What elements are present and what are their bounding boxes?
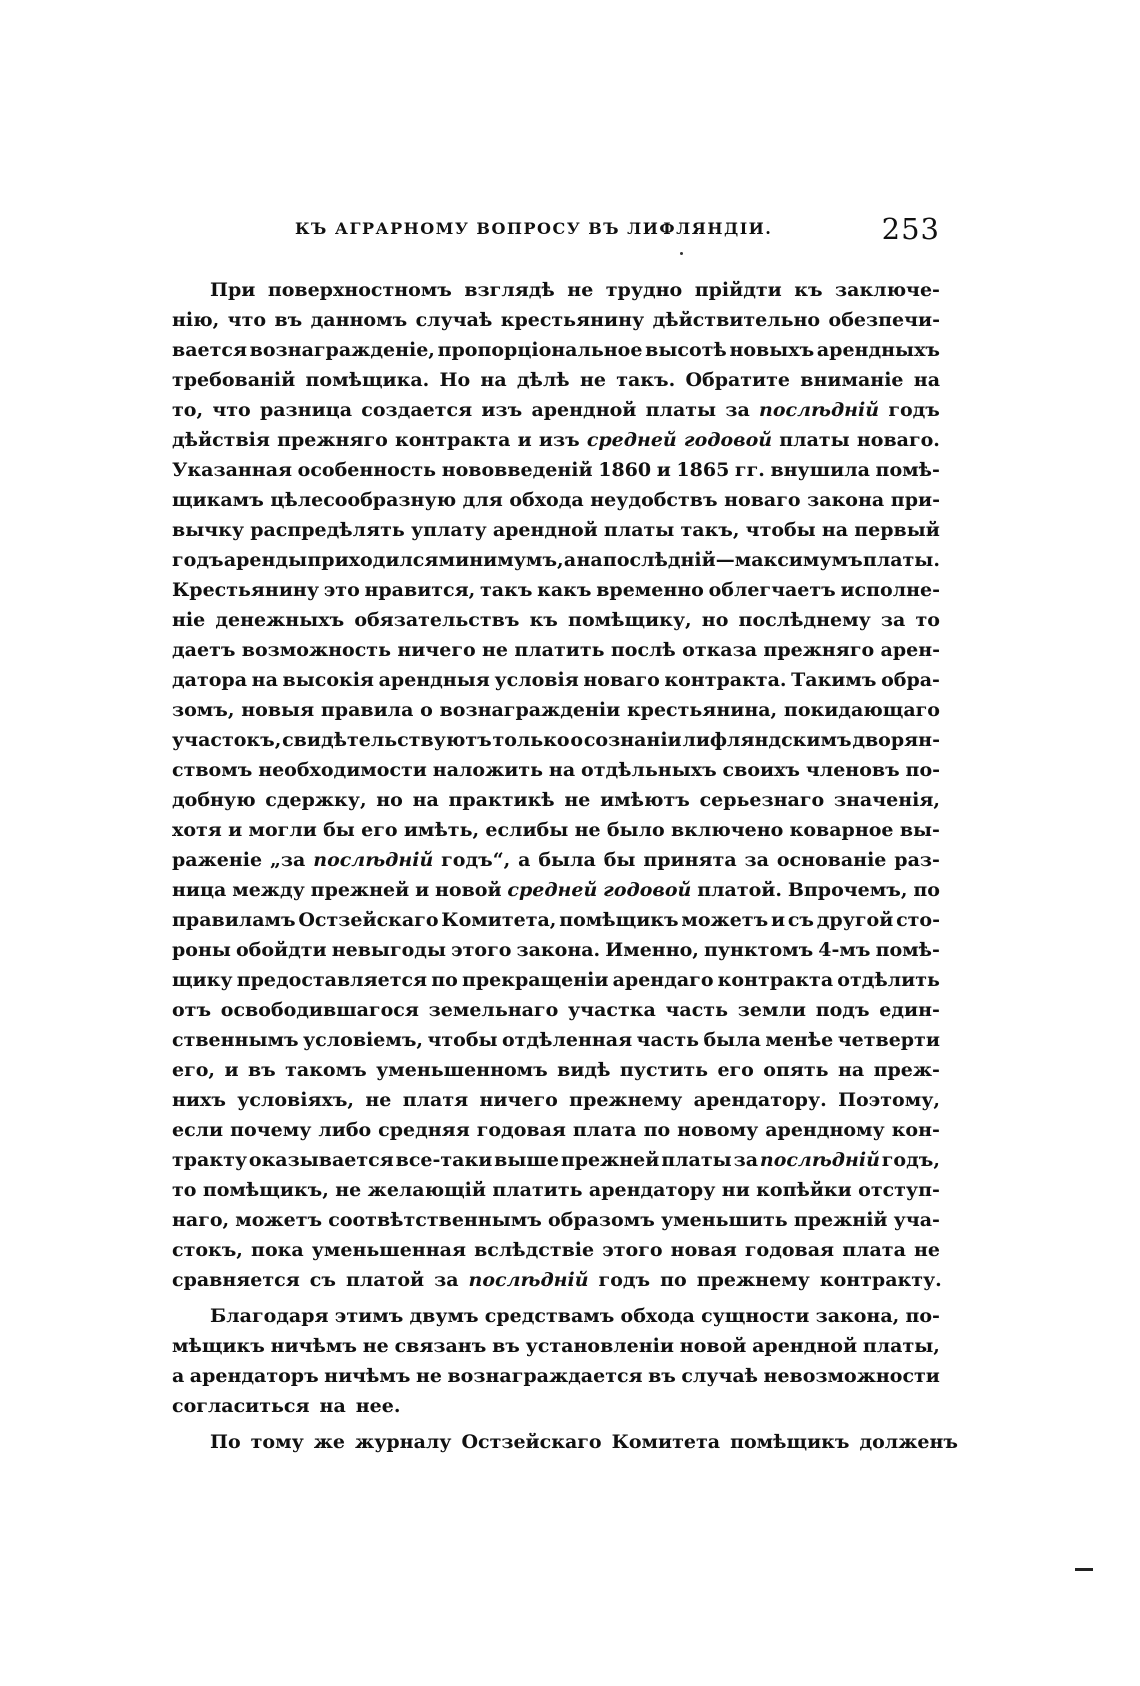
text-line: мѣщикъ ничѣмъ не связанъ въ установленіи новой арендной платы, — [172, 1335, 940, 1357]
text-line: Указанная особенность нововведеній 1860 и 1865 гг. внушила помѣ- — [172, 459, 940, 481]
running-title: КЪ АГРАРНОМУ ВОПРОСУ ВЪ ЛИФЛЯНДІИ. — [295, 219, 773, 238]
text-line: ственнымъ условіемъ, чтобы отдѣленная часть была менѣе четверти — [172, 1029, 940, 1051]
text-line: стокъ, пока уменьшенная вслѣдствіе этого новая годовая плата не — [172, 1239, 940, 1261]
text-line: По тому же журналу Остзейскаго Комитета помѣщикъ долженъ — [210, 1431, 958, 1453]
text-line: ствомъ необходимости наложить на отдѣльныхъ своихъ членовъ по- — [172, 759, 940, 781]
text-line: отъ освободившагося земельнаго участка часть земли подъ един- — [172, 999, 940, 1021]
text-line: даетъ возможность ничего не платить послѣ отказа прежняго арен- — [172, 639, 940, 661]
text-line: При поверхностномъ взглядѣ не трудно прійдти къ заключе- — [210, 279, 940, 301]
text-line: то, что разница создается изъ арендной платы за послѣдній годъ — [172, 399, 940, 421]
text-line: а арендаторъ ничѣмъ не вознаграждается въ случаѣ невозможности — [172, 1365, 940, 1387]
text-line: годъ аренды приходился минимумъ, а на послѣдній—максимумъ платы. — [172, 549, 940, 571]
text-line: требованій помѣщика. Но на дѣлѣ не такъ. Обратите вниманіе на — [172, 369, 940, 391]
text-line: раженіе „за послѣдній годъ“, а была бы принята за основаніе раз- — [172, 849, 940, 871]
text-line: дѣйствія прежняго контракта и изъ средней годовой платы новаго. — [172, 429, 940, 451]
text-line: щику предоставляется по прекращеніи арендаго контракта отдѣлить — [172, 969, 940, 991]
page-number: 253 — [881, 212, 940, 246]
text-line: роны обойдти невыгоды этого закона. Именно, пунктомъ 4-мъ помѣ- — [172, 939, 940, 961]
text-line: вается вознагражденіе, пропорціональное высотѣ новыхъ арендныхъ — [172, 339, 940, 361]
text-line: участокъ, свидѣтельствуютъ только о сознаніи лифляндскимъ дворян- — [172, 729, 940, 751]
text-line: правиламъ Остзейскаго Комитета, помѣщикъ можетъ и съ другой сто- — [172, 909, 940, 931]
text-line: согласиться на нее. — [172, 1395, 401, 1417]
body-text — [172, 275, 958, 1457]
text-line: Крестьянину это нравится, такъ какъ временно облегчаетъ исполне- — [172, 579, 940, 601]
text-line: его, и въ такомъ уменьшенномъ видѣ пустить его опять на преж- — [172, 1059, 940, 1081]
text-line: хотя и могли бы его имѣть, еслибы не было включено коварное вы- — [172, 819, 940, 841]
text-line: сравняется съ платой за послѣдній годъ по прежнему контракту. — [172, 1269, 942, 1291]
margin-dash — [1075, 1568, 1093, 1571]
text-line: если почему либо средняя годовая плата по новому арендному кон- — [172, 1119, 940, 1141]
page-header — [175, 212, 940, 259]
text-line: вычку распредѣлять уплату арендной платы такъ, чтобы на первый — [172, 519, 940, 541]
text-line: ница между прежней и новой средней годовой платой. Впрочемъ, по — [172, 879, 940, 901]
text-line: тракту оказывается все-таки выше прежней платы за послѣдній годъ, — [172, 1149, 940, 1171]
text-line: то помѣщикъ, не желающій платить арендатору ни копѣйки отступ- — [172, 1179, 940, 1201]
text-line: ніе денежныхъ обязательствъ къ помѣщику, но послѣднему за то — [172, 609, 940, 631]
text-line: наго, можетъ соотвѣтственнымъ образомъ уменьшить прежній уча- — [172, 1209, 940, 1231]
paragraph — [172, 1301, 940, 1421]
text-line: щикамъ цѣлесообразную для обхода неудобствъ новаго закона при- — [172, 489, 940, 511]
text-line: Благодаря этимъ двумъ средствамъ обхода сущности закона, по- — [210, 1305, 940, 1327]
paragraph — [172, 275, 940, 1295]
paragraph — [172, 1427, 958, 1457]
text-line: датора на высокія арендныя условія новаго контракта. Такимъ обра- — [172, 669, 940, 691]
ink-dot — [680, 252, 683, 255]
text-line: зомъ, новыя правила о вознагражденіи крестьянина, покидающаго — [172, 699, 940, 721]
text-line: нію, что въ данномъ случаѣ крестьянину дѣйствительно обезпечи- — [172, 309, 940, 331]
text-line: добную сдержку, но на практикѣ не имѣютъ серьезнаго значенія, — [172, 789, 940, 811]
text-line: нихъ условіяхъ, не платя ничего прежнему арендатору. Поэтому, — [172, 1089, 940, 1111]
